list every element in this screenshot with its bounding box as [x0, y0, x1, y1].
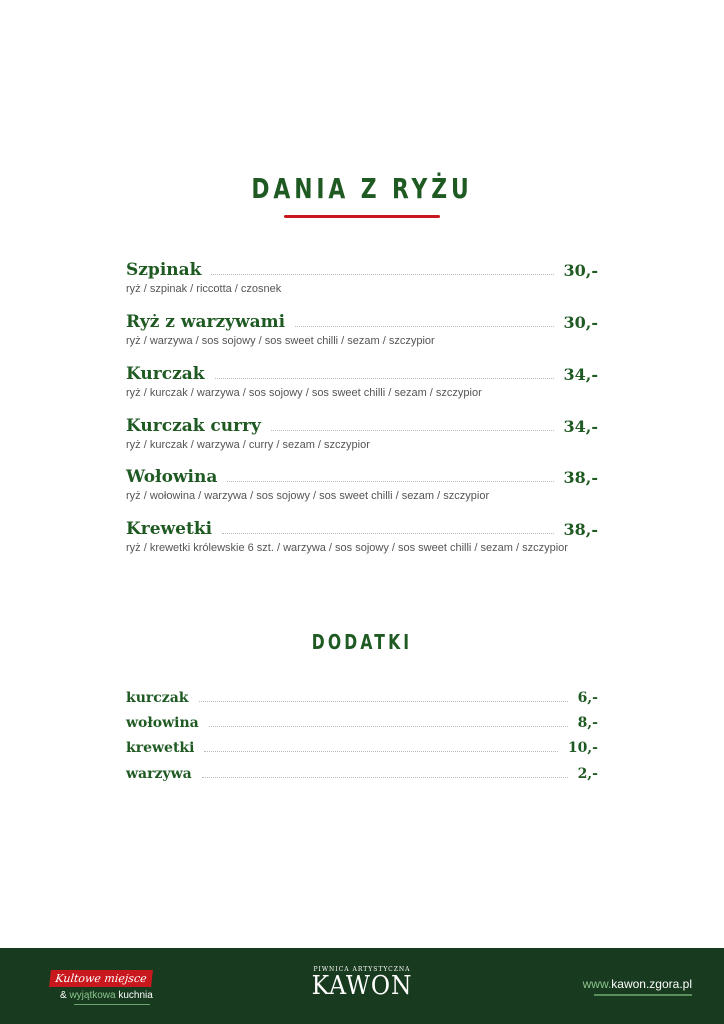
- addon-price: 10,-: [567, 740, 598, 756]
- menu-item-name: Krewetki: [126, 519, 213, 539]
- addon-name: warzywa: [126, 766, 192, 782]
- addon-price: 8,-: [577, 715, 598, 731]
- menu-item-price: 38,-: [563, 520, 598, 539]
- addon-name: krewetki: [126, 740, 195, 756]
- dotted-leader: [222, 533, 553, 534]
- menu-item-price: 34,-: [563, 417, 598, 436]
- addon-name: kurczak: [126, 690, 189, 706]
- website-prefix: www.: [582, 977, 612, 991]
- menu-item-price: 30,-: [563, 261, 598, 280]
- menu-item-name: Szpinak: [126, 260, 202, 280]
- tagline-text: [60, 990, 153, 1001]
- tagline-amp: &: [60, 990, 67, 1001]
- kawon-logo: [300, 966, 424, 1000]
- tagline-end: kuchnia: [118, 990, 153, 1001]
- dotted-leader: [202, 777, 568, 778]
- dotted-leader: [209, 726, 568, 727]
- dotted-leader: [199, 701, 568, 702]
- menu-item-description: ryż / kurczak / warzywa / curry / sezam / szczypior: [126, 439, 370, 451]
- addon-price: 2,-: [577, 766, 598, 782]
- website-domain: kawon.zgora.pl: [611, 977, 692, 991]
- menu-item: [126, 515, 598, 554]
- menu-item: [126, 412, 598, 451]
- menu-item-price: 38,-: [563, 468, 598, 487]
- section-title-rice-dishes: DANIA Z RYŻU: [251, 172, 473, 205]
- dotted-leader: [227, 481, 553, 482]
- tagline-highlight: wyjątkowa: [69, 990, 116, 1001]
- menu-item-price: 30,-: [563, 313, 598, 332]
- logo-subtitle: PIWNICA ARTYSTYCZNA: [313, 966, 411, 973]
- addon-item: [126, 764, 598, 782]
- dotted-leader: [271, 430, 554, 431]
- menu-item-price: 34,-: [563, 365, 598, 384]
- dotted-leader: [215, 378, 554, 379]
- menu-item-description: ryż / szpinak / riccotta / czosnek: [126, 283, 282, 295]
- menu-item-description: ryż / kurczak / warzywa / sos sojowy / sos sweet chilli / sezam / szczypior: [126, 387, 482, 399]
- menu-item-description: ryż / krewetki królewskie 6 szt. / warzywa / sos sojowy / sos sweet chilli / sezam / szczypior: [126, 542, 568, 554]
- tagline-underline: [74, 1004, 150, 1005]
- website-underline: [594, 994, 692, 996]
- menu-item-description: ryż / warzywa / sos sojowy / sos sweet chilli / sezam / szczypior: [126, 335, 435, 347]
- menu-item-name: Wołowina: [126, 467, 218, 487]
- menu-item: [126, 308, 598, 347]
- addon-name: wołowina: [126, 715, 199, 731]
- logo-wordmark: KAWON: [311, 971, 413, 1001]
- addon-item: [126, 738, 598, 756]
- dotted-leader: [295, 326, 553, 327]
- menu-item: [126, 463, 598, 502]
- menu-item-description: ryż / wołowina / warzywa / sos sojowy / sos sweet chilli / sezam / szczypior: [126, 490, 490, 502]
- addon-price: 6,-: [577, 690, 598, 706]
- menu-item-name: Ryż z warzywami: [126, 312, 286, 332]
- addon-item: [126, 713, 598, 731]
- addon-item: [126, 688, 598, 706]
- footer-bar: [0, 948, 724, 1024]
- menu-item-name: Kurczak: [126, 364, 205, 384]
- menu-item-name: Kurczak curry: [126, 416, 261, 436]
- tagline-badge: Kultowe miejsce: [49, 970, 153, 987]
- dotted-leader: [211, 274, 553, 275]
- dotted-leader: [204, 751, 557, 752]
- menu-item: [126, 360, 598, 399]
- section-title-addons: DODATKI: [311, 630, 413, 654]
- website-link[interactable]: [583, 977, 692, 991]
- menu-item: [126, 256, 598, 295]
- title-underline: [284, 215, 440, 218]
